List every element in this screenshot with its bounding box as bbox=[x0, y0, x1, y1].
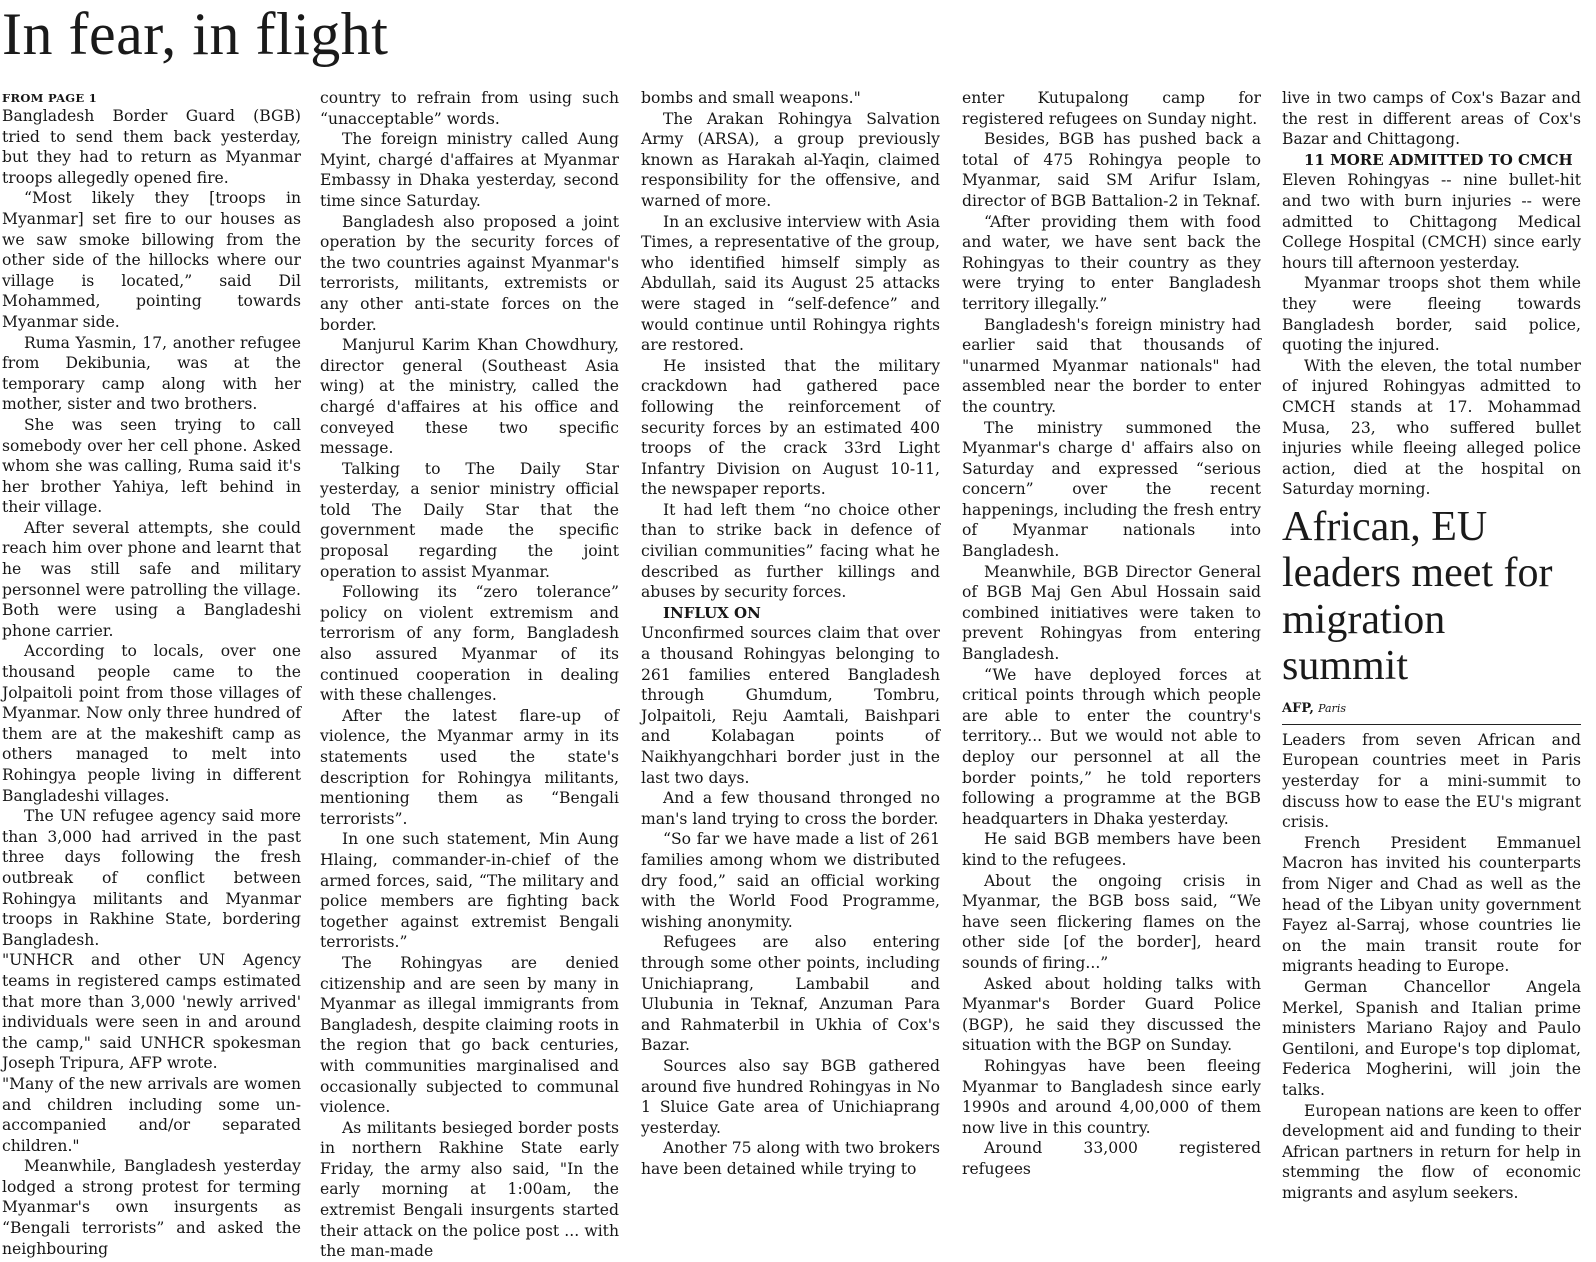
paragraph: The ministry summoned the Myanmar's charge d' affairs also on Saturday and expressed “serious concern” over the recent happenings, including the fresh entry of Myanmar nationals into Bangladesh. bbox=[962, 418, 1261, 561]
paragraph: live in two camps of Cox's Bazar and the rest in different areas of Cox's Bazar and Chittagong. bbox=[1282, 89, 1581, 149]
paragraph: He said BGB members have been kind to the refugees. bbox=[962, 830, 1261, 869]
paragraph: Meanwhile, Bangladesh yesterday lodged a strong protest for terming Myanmar's own insurgents as “Bengali terrorists” and asked the neighbouring bbox=[2, 1157, 301, 1258]
paragraph: Bangladesh Border Guard (BGB) tried to send them back yesterday, but they had to return as Myanmar troops allegedly opened fire. bbox=[2, 107, 301, 187]
paragraph: “We have deployed forces at critical points through which people are able to enter the country's territory... But we would not able to deploy our personnel at all the border points,” he told reporters following a programme at the BGB headquarters in Dhaka yesterday. bbox=[962, 665, 1261, 828]
section-subhead: INFLUX ON bbox=[663, 603, 761, 622]
paragraph: The UN refugee agency said more than 3,000 had arrived in the past three days following the fresh outbreak of conflict between Rohingya militants and Myanmar troops in Rakhine State, bordering Bangladesh. bbox=[2, 807, 301, 949]
paragraph: In one such statement, Min Aung Hlaing, commander-in-chief of the armed forces, said, “The military and police members are fighting back together against extremist Bengali terrorists.” bbox=[320, 830, 619, 952]
byline-place: Paris bbox=[1318, 701, 1346, 715]
article-column-5 bbox=[1282, 88, 1581, 1202]
paragraph: Following its “zero tolerance” policy on violent extremism and terrorism of any form, Bangladesh also assured Myanmar of its continued cooperation in dealing with these challenges. bbox=[320, 583, 619, 705]
paragraph: As militants besieged border posts in northern Rakhine State early Friday, the army also said, "In the early morning at 1:00am, the extremist Bengali insurgents started their attack on the police post ... with the man-made bbox=[320, 1118, 619, 1261]
paragraph: About the ongoing crisis in Myanmar, the BGB boss said, “We have seen flickering flames on the other side [of the border], heard sounds of firing...” bbox=[962, 871, 1261, 972]
paragraph: The Rohingyas are denied citizenship and are seen by many in Myanmar as illegal immigrants from Bangladesh, despite claiming roots in the region that go back centuries, with communities marginalised and occasionally subjected to communal violence. bbox=[320, 953, 619, 1117]
paragraph: bombs and small weapons." bbox=[641, 89, 861, 107]
paragraph: Meanwhile, BGB Director General of BGB Maj Gen Abul Hossain said combined initiatives were taken to prevent Rohingyas from entering Bangladesh. bbox=[962, 562, 1261, 664]
article-column-3 bbox=[641, 88, 940, 1178]
paragraph: Eleven Rohingyas -- nine bullet-hit and two with burn injuries -- were admitted to Chittagong Medical College Hospital (CMCH) since early hours till afternoon yesterday. bbox=[1282, 171, 1581, 272]
paragraph: Unconfirmed sources claim that over a thousand Rohingyas belonging to 261 families entered Bangladesh through Ghumdum, Tombru, Jolpaitoli, Reju Aamtali, Baishpari and Kolabagan points of Naikhyangchhari border just in the last two days. bbox=[641, 624, 940, 787]
paragraph: The Arakan Rohingya Salvation Army (ARSA), a group previously known as Harakah al-Yaqin, claimed responsibility for the offensive, and warned of more. bbox=[641, 109, 940, 210]
paragraph: The foreign ministry called Aung Myint, chargé d'affaires at Myanmar Embassy in Dhaka yesterday, second time since Saturday. bbox=[320, 130, 619, 210]
paragraph: European nations are keen to offer development aid and funding to their African partners in return for help in stemming the flow of economic migrants and asylum seekers. bbox=[1282, 1101, 1581, 1202]
paragraph: Bangladesh also proposed a joint operation by the security forces of the two countries against Myanmar's terrorists, militants, extremists or any other anti-state forces on the border. bbox=[320, 212, 619, 334]
article-column-4 bbox=[962, 88, 1261, 1178]
paragraph: "Many of the new arrivals are women and children including some un-accompanied and/or separated children." bbox=[2, 1074, 301, 1155]
paragraph: German Chancellor Angela Merkel, Spanish and Italian prime ministers Mariano Rajoy and Paulo Gentiloni, and Europe's top diplomat, Federica Mogherini, will join the talks. bbox=[1282, 978, 1581, 1099]
story2-headline: African, EU leaders meet for migration summit bbox=[1282, 503, 1553, 690]
paragraph: According to locals, over one thousand people came to the Jolpaitoli point from those villages of Myanmar. Now only three hundred of them are at the makeshift camp as others managed to melt into Rohingya people living in different Bangladeshi villages. bbox=[2, 642, 301, 805]
section-subhead: 11 MORE ADMITTED TO CMCH bbox=[1304, 150, 1573, 169]
paragraph: In an exclusive interview with Asia Times, a representative of the group, who identified himself simply as Abdullah, said its August 25 attacks were staged in “self-defence” and would continue until Rohingya rights are restored. bbox=[641, 212, 940, 355]
paragraph: French President Emmanuel Macron has invited his counterparts from Niger and Chad as well as the head of the Libyan unity government Fayez al-Sarraj, whose countries lie on the main transit route for migrants heading to Europe. bbox=[1282, 833, 1581, 976]
article-column-2 bbox=[320, 88, 619, 1261]
paragraph: Sources also say BGB gathered around five hundred Rohingyas in No 1 Sluice Gate area of Unichiaprang yesterday. bbox=[641, 1056, 940, 1137]
paragraph: It had left them “no choice other than to strike back in defence of civilian communities” facing what he described as further killings and abuses by security forces. bbox=[641, 500, 940, 602]
paragraph: She was seen trying to call somebody over her cell phone. Asked whom she was calling, Ruma said it's her brother Yahiya, left behind in their village. bbox=[2, 415, 301, 517]
paragraph: “So far we have made a list of 261 families among whom we distributed dry food,” said an official working with the World Food Programme, wishing anonymity. bbox=[641, 830, 940, 931]
page-headline: In fear, in flight bbox=[2, 1, 389, 67]
paragraph: Myanmar troops shot them while they were fleeing towards Bangladesh border, said police, quoting the injured. bbox=[1282, 274, 1581, 355]
paragraph: enter Kutupalong camp for registered refugees on Sunday night. bbox=[962, 89, 1261, 128]
paragraph: Rohingyas have been fleeing Myanmar to Bangladesh since early 1990s and around 4,00,000 of them now live in this country. bbox=[962, 1056, 1261, 1137]
paragraph: “Most likely they [troops in Myanmar] set fire to our houses as we saw smoke billowing from the other side of the hillocks where our village is located,” said Dil Mohammed, pointing towards Myanmar side. bbox=[2, 189, 301, 331]
paragraph: And a few thousand thronged no man's land trying to cross the border. bbox=[641, 789, 940, 828]
paragraph: Bangladesh's foreign ministry had earlier said that thousands of "unarmed Myanmar nationals" had assembled near the border to enter the country. bbox=[962, 315, 1261, 416]
paragraph: Leaders from seven African and European countries meet in Paris yesterday for a mini-summit to discuss how to ease the EU's migrant crisis. bbox=[1282, 730, 1581, 832]
paragraph: He insisted that the military crackdown had gathered pace following the reinforcement of security forces by an estimated 400 troops of the crack 33rd Light Infantry Division on August 10-11, the newspaper reports. bbox=[641, 356, 940, 499]
paragraph: After the latest flare-up of violence, the Myanmar army in its statements used the state's description for Rohingya militants, mentioning them as “Bengali terrorists”. bbox=[320, 706, 619, 828]
paragraph: Besides, BGB has pushed back a total of 475 Rohingya people to Myanmar, said SM Arifur Islam, director of BGB Battalion-2 in Teknaf. bbox=[962, 130, 1261, 210]
paragraph: Asked about holding talks with Myanmar's Border Guard Police (BGP), he said they discussed the situation with the BGP on Sunday. bbox=[962, 974, 1261, 1055]
byline-agency: AFP, bbox=[1282, 700, 1314, 716]
paragraph: Refugees are also entering through some other points, including Unichiaprang, Lambabil and Ulubunia in Teknaf, Anzuman Para and Rahmaterbil in Ukhia of Cox's Bazar. bbox=[641, 933, 940, 1055]
paragraph: Around 33,000 registered refugees bbox=[962, 1139, 1261, 1178]
paragraph: "UNHCR and other UN Agency teams in registered camps estimated that more than 3,000 'newly arrived' individuals were seen in and around the camp," said UNHCR spokesman Joseph Tripura, AFP wrote. bbox=[2, 951, 301, 1073]
paragraph: “After providing them with food and water, we have sent back the Rohingyas to their country as they were trying to enter Bangladesh territory illegally.” bbox=[962, 212, 1261, 313]
paragraph: After several attempts, she could reach him over phone and learnt that he was still safe and military personnel were patrolling the village. Both were using a Bangladeshi phone carrier. bbox=[2, 518, 301, 640]
paragraph: Ruma Yasmin, 17, another refugee from Dekibunia, was at the temporary camp along with her mother, sister and two brothers. bbox=[2, 333, 301, 414]
paragraph: country to refrain from using such “unacceptable” words. bbox=[320, 89, 619, 128]
paragraph: With the eleven, the total number of injured Rohingyas admitted to CMCH stands at 17. Mohammad Musa, 23, who suffered bullet injuries while fleeing alleged police action, died at the hospital on Saturday morning. bbox=[1282, 356, 1581, 499]
dateline: FROM PAGE 1 bbox=[2, 91, 98, 105]
paragraph: Another 75 along with two brokers have been detained while trying to bbox=[641, 1139, 940, 1178]
article-column-1 bbox=[2, 88, 301, 1258]
paragraph: Manjurul Karim Khan Chowdhury, director general (Southeast Asia wing) at the ministry, called the chargé d'affaires at his office and conveyed these two specific message. bbox=[320, 336, 619, 458]
story2-byline bbox=[1282, 700, 1581, 725]
paragraph: Talking to The Daily Star yesterday, a senior ministry official told The Daily Star that the government made the specific proposal regarding the joint operation to assist Myanmar. bbox=[320, 459, 619, 581]
